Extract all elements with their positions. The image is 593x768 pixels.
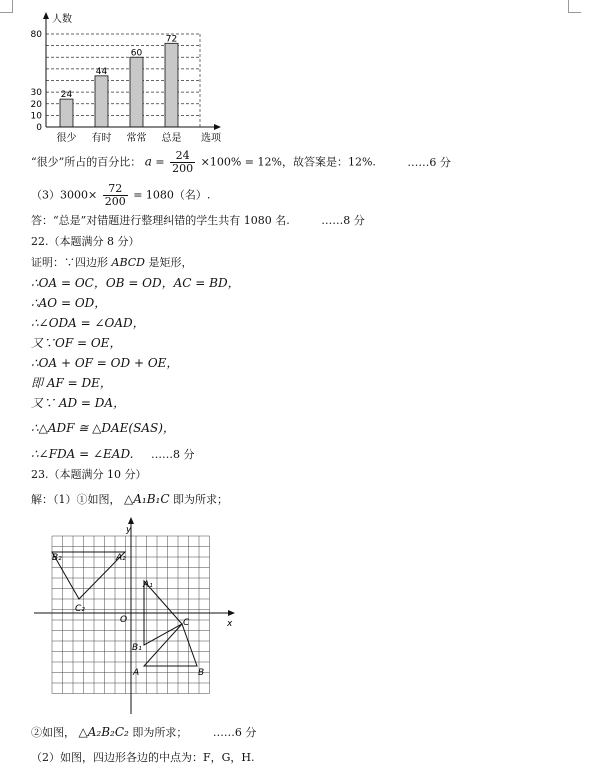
question-22-header: 22.（本题满分 8 分） bbox=[31, 235, 140, 248]
score: ……6 分 bbox=[407, 155, 451, 169]
fraction-24-200 bbox=[170, 150, 195, 175]
bar-chart bbox=[28, 10, 238, 150]
score: ……8 分 bbox=[321, 214, 365, 227]
text: 解：（1）①如图， bbox=[31, 493, 121, 506]
text: ∴∠FDA = ∠EAD. bbox=[31, 447, 134, 461]
proof-line: 即 AF = DE， bbox=[31, 376, 112, 390]
text: 即为所求； bbox=[132, 726, 188, 739]
x-axis-arrow bbox=[228, 610, 235, 616]
denominator: 200 bbox=[172, 162, 194, 175]
solution-start bbox=[31, 492, 228, 507]
numerator: 72 bbox=[103, 183, 128, 196]
var-a: a bbox=[144, 154, 152, 169]
bar-value-label: 72 bbox=[165, 34, 178, 45]
proof-line: ∴OA + OF = OD + OE， bbox=[31, 356, 179, 370]
bar bbox=[60, 99, 73, 127]
y-tick-label: 0 bbox=[36, 123, 42, 133]
text: 证明：∵四边形 bbox=[31, 256, 108, 269]
label-y: y bbox=[126, 525, 132, 535]
y-tick-label: 10 bbox=[30, 111, 42, 122]
solution-part-2-midpoints: （2）如图，四边形各边的中点为：F，G，H. bbox=[31, 751, 255, 764]
line-percentage bbox=[31, 150, 451, 175]
crop-mark-top-right bbox=[568, 0, 581, 13]
proof-line: 又∵ AD = DA， bbox=[31, 396, 126, 410]
question-23-header: 23.（本题满分 10 分） bbox=[31, 468, 147, 481]
solution-part2 bbox=[31, 725, 256, 740]
bar-value-label: 44 bbox=[95, 66, 108, 77]
triangle-a2b2c2 bbox=[52, 552, 125, 599]
text: △A₁B₁C bbox=[124, 492, 170, 506]
y-tick-label: 80 bbox=[30, 30, 42, 40]
label-c2: C₂ bbox=[75, 604, 85, 614]
text: △A₂B₂C₂ bbox=[78, 725, 129, 739]
crop-mark-top-left bbox=[0, 0, 13, 13]
text: “很少”所占的百分比： bbox=[31, 155, 142, 169]
x-axis-label: 选项 bbox=[201, 133, 221, 144]
bar-value-label: 60 bbox=[130, 48, 143, 59]
chart-category-labels bbox=[57, 131, 182, 144]
score: ……6 分 bbox=[212, 726, 257, 739]
proof-start bbox=[31, 256, 192, 270]
text: 是矩形， bbox=[148, 256, 193, 269]
bar bbox=[130, 57, 143, 127]
fraction-72-200 bbox=[103, 183, 128, 208]
text: （3）3000× bbox=[31, 188, 98, 202]
bar bbox=[95, 76, 108, 127]
y-axis-arrow bbox=[128, 517, 134, 524]
grid-point-labels bbox=[52, 525, 233, 678]
category-label: 有时 bbox=[91, 133, 112, 144]
text: ×100% = 12%，故答案是：12%. bbox=[200, 155, 376, 169]
proof-line: 又∵OF = OE， bbox=[31, 336, 122, 350]
text: = 1080（名）. bbox=[133, 188, 211, 202]
text: 答：“总是”对错题进行整理纠错的学生共有 1080 名. bbox=[31, 214, 290, 227]
y-axis-label: 人数 bbox=[52, 14, 72, 25]
label-a: A bbox=[133, 668, 140, 678]
numerator: 24 bbox=[170, 150, 195, 163]
proof-line: ∴△ADF ≅ △DAE(SAS)， bbox=[31, 421, 175, 435]
text: ②如图， bbox=[31, 726, 75, 739]
proof-line: ∴∠ODA = ∠OAD， bbox=[31, 316, 145, 330]
coordinate-grid-figure bbox=[30, 514, 240, 719]
label-x: x bbox=[227, 619, 233, 629]
line-answer bbox=[31, 214, 365, 228]
label-o: O bbox=[120, 615, 128, 625]
label-b1: B₁ bbox=[132, 643, 142, 653]
label-c: C bbox=[183, 618, 190, 628]
category-label: 总是 bbox=[161, 133, 182, 144]
label-b: B bbox=[198, 668, 205, 678]
denominator: 200 bbox=[104, 195, 126, 208]
text: 即为所求； bbox=[173, 493, 229, 506]
proof-line: ∴AO = OD， bbox=[31, 296, 107, 310]
proof-end bbox=[31, 447, 194, 462]
label-a2: A₂ bbox=[116, 553, 126, 563]
chart-bar-labels bbox=[61, 34, 177, 100]
y-tick-label: 20 bbox=[30, 99, 42, 110]
label-b2: B₂ bbox=[52, 553, 62, 563]
category-label: 很少 bbox=[56, 133, 77, 144]
x-axis-arrow bbox=[214, 124, 221, 130]
proof-line: ∴OA = OC，OB = OD，AC = BD， bbox=[31, 276, 240, 290]
y-tick-label: 30 bbox=[30, 88, 42, 99]
line-part3 bbox=[31, 183, 210, 208]
label-a1: A₁ bbox=[143, 580, 153, 590]
chart-bars bbox=[60, 43, 178, 127]
bar-value-label: 24 bbox=[60, 90, 73, 101]
text: ABCD bbox=[111, 256, 145, 269]
equals: = bbox=[155, 155, 165, 169]
bar bbox=[165, 43, 178, 127]
score: ……8 分 bbox=[150, 448, 195, 461]
chart-y-tick-labels bbox=[31, 30, 43, 133]
category-label: 常常 bbox=[126, 133, 147, 144]
y-axis-arrow bbox=[43, 12, 49, 19]
